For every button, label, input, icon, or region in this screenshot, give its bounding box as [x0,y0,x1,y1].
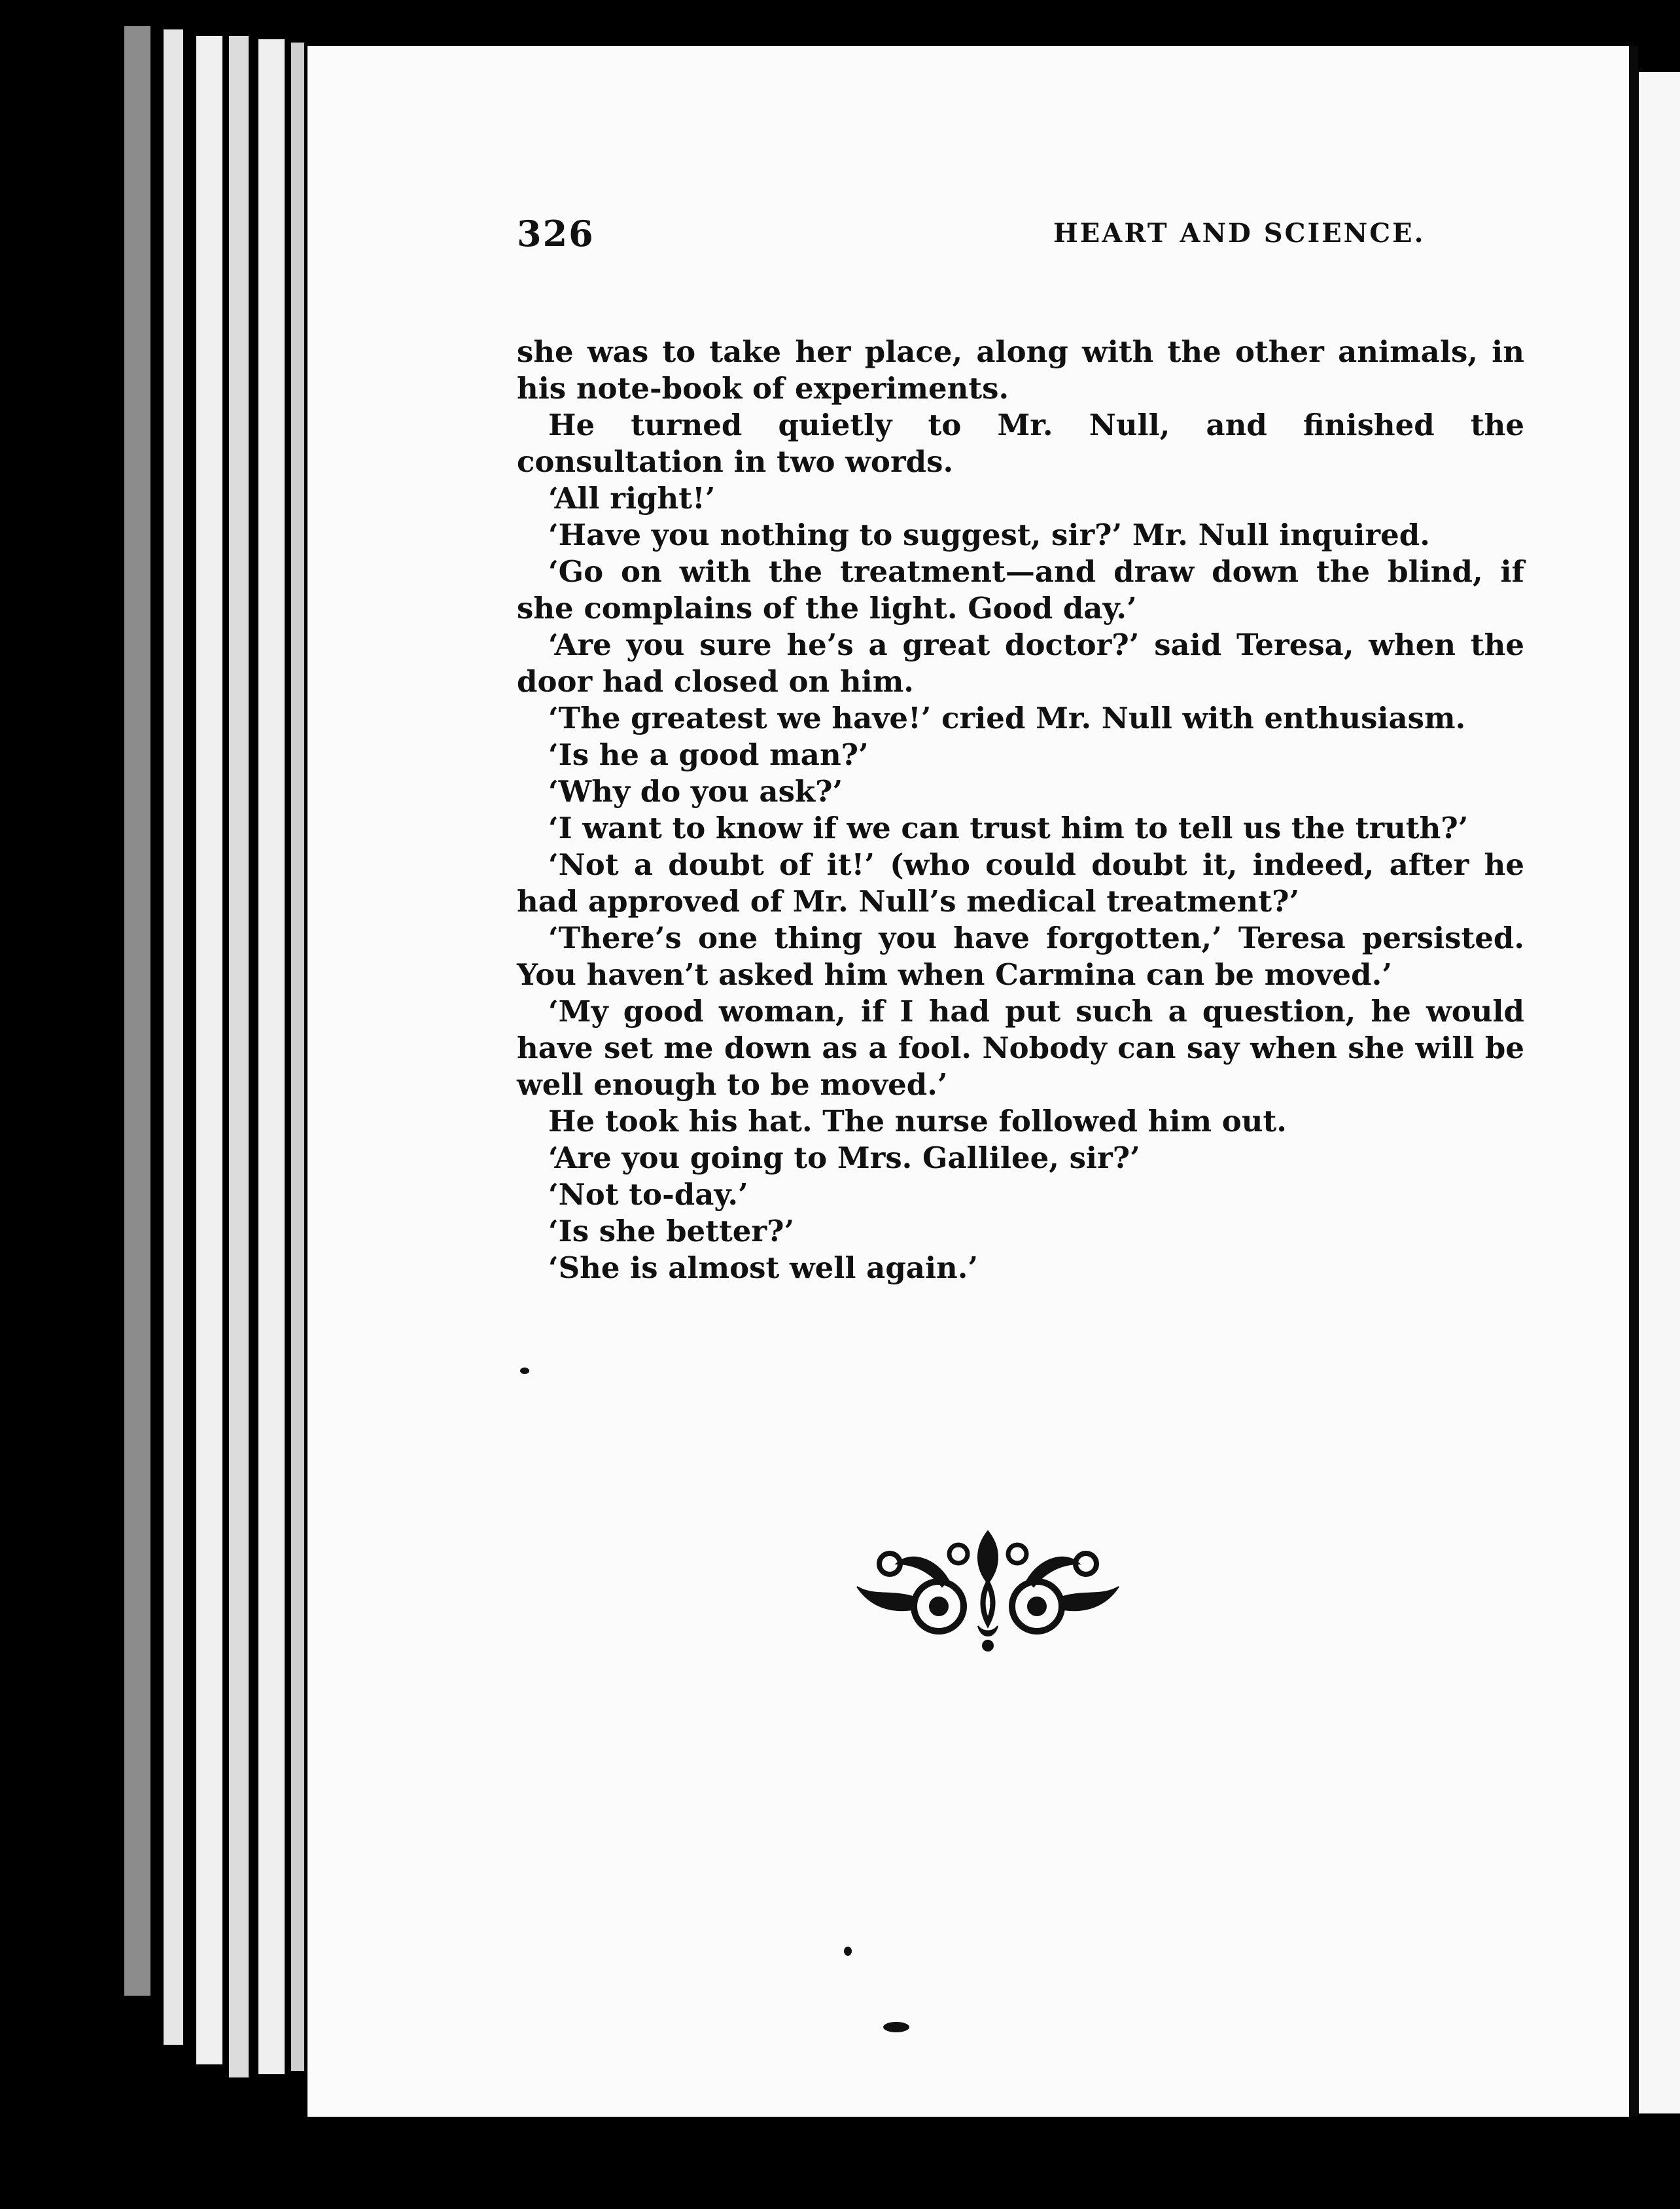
page-edge [258,39,285,2074]
paragraph: ‘Why do you ask?’ [548,774,843,809]
paragraph: ‘Are you sure he’s a great doctor?’ said Teresa, when the door had closed on him. [517,627,1524,699]
page-edge [196,36,222,2064]
paragraph: ‘Go on with the treatment—and draw down the blind, if she complains of the light. Good day.’ [517,554,1524,626]
next-page-sliver [1639,72,1680,2113]
paragraph: ‘Is he a good man?’ [548,737,869,772]
paragraph: ‘There’s one thing you have forgotten,’ Teresa persisted. You haven’t asked him when Carmina can be moved.’ [517,921,1524,992]
running-title: HEART AND SCIENCE. [1053,218,1426,249]
floral-tailpiece-ornament [850,1518,1125,1655]
page-number: 326 [517,213,595,255]
paragraph: ‘Not a doubt of it!’ (who could doubt it, indeed, after he had approved of Mr. Null’s medical treatment?’ [517,847,1524,919]
paragraph: ‘All right!’ [548,481,716,516]
paragraph: ‘Is she better?’ [548,1214,795,1248]
book-page [307,46,1638,2117]
running-head [517,213,1537,258]
ink-speck [520,1368,529,1374]
paragraph: ‘I want to know if we can trust him to tell us the truth?’ [548,811,1469,845]
paragraph: ‘Are you going to Mrs. Gallilee, sir?’ [548,1140,1140,1175]
paragraph: ‘She is almost well again.’ [548,1250,979,1285]
paragraph: ‘The greatest we have!’ cried Mr. Null with enthusiasm. [548,701,1466,735]
paragraph: ‘My good woman, if I had put such a question, he would have set me down as a fool. Nobody can say when she will be well enough to be moved.’ [517,994,1524,1102]
ink-speck [844,1947,852,1956]
page-edge [164,29,183,2045]
paragraph: He took his hat. The nurse followed him out. [548,1104,1287,1139]
body-text [517,334,1524,1286]
paragraph: He turned quietly to Mr. Null, and finished the consultation in two words. [517,408,1524,479]
page-edge [291,43,304,2071]
ink-speck [883,2022,909,2032]
paragraph: she was to take her place, along with the other animals, in his note-book of experiments. [517,334,1524,406]
paragraph: ‘Have you nothing to suggest, sir?’ Mr. Null inquired. [548,518,1430,552]
page-edge [124,26,150,1996]
page-edge [229,36,249,2077]
paragraph: ‘Not to-day.’ [548,1177,748,1212]
